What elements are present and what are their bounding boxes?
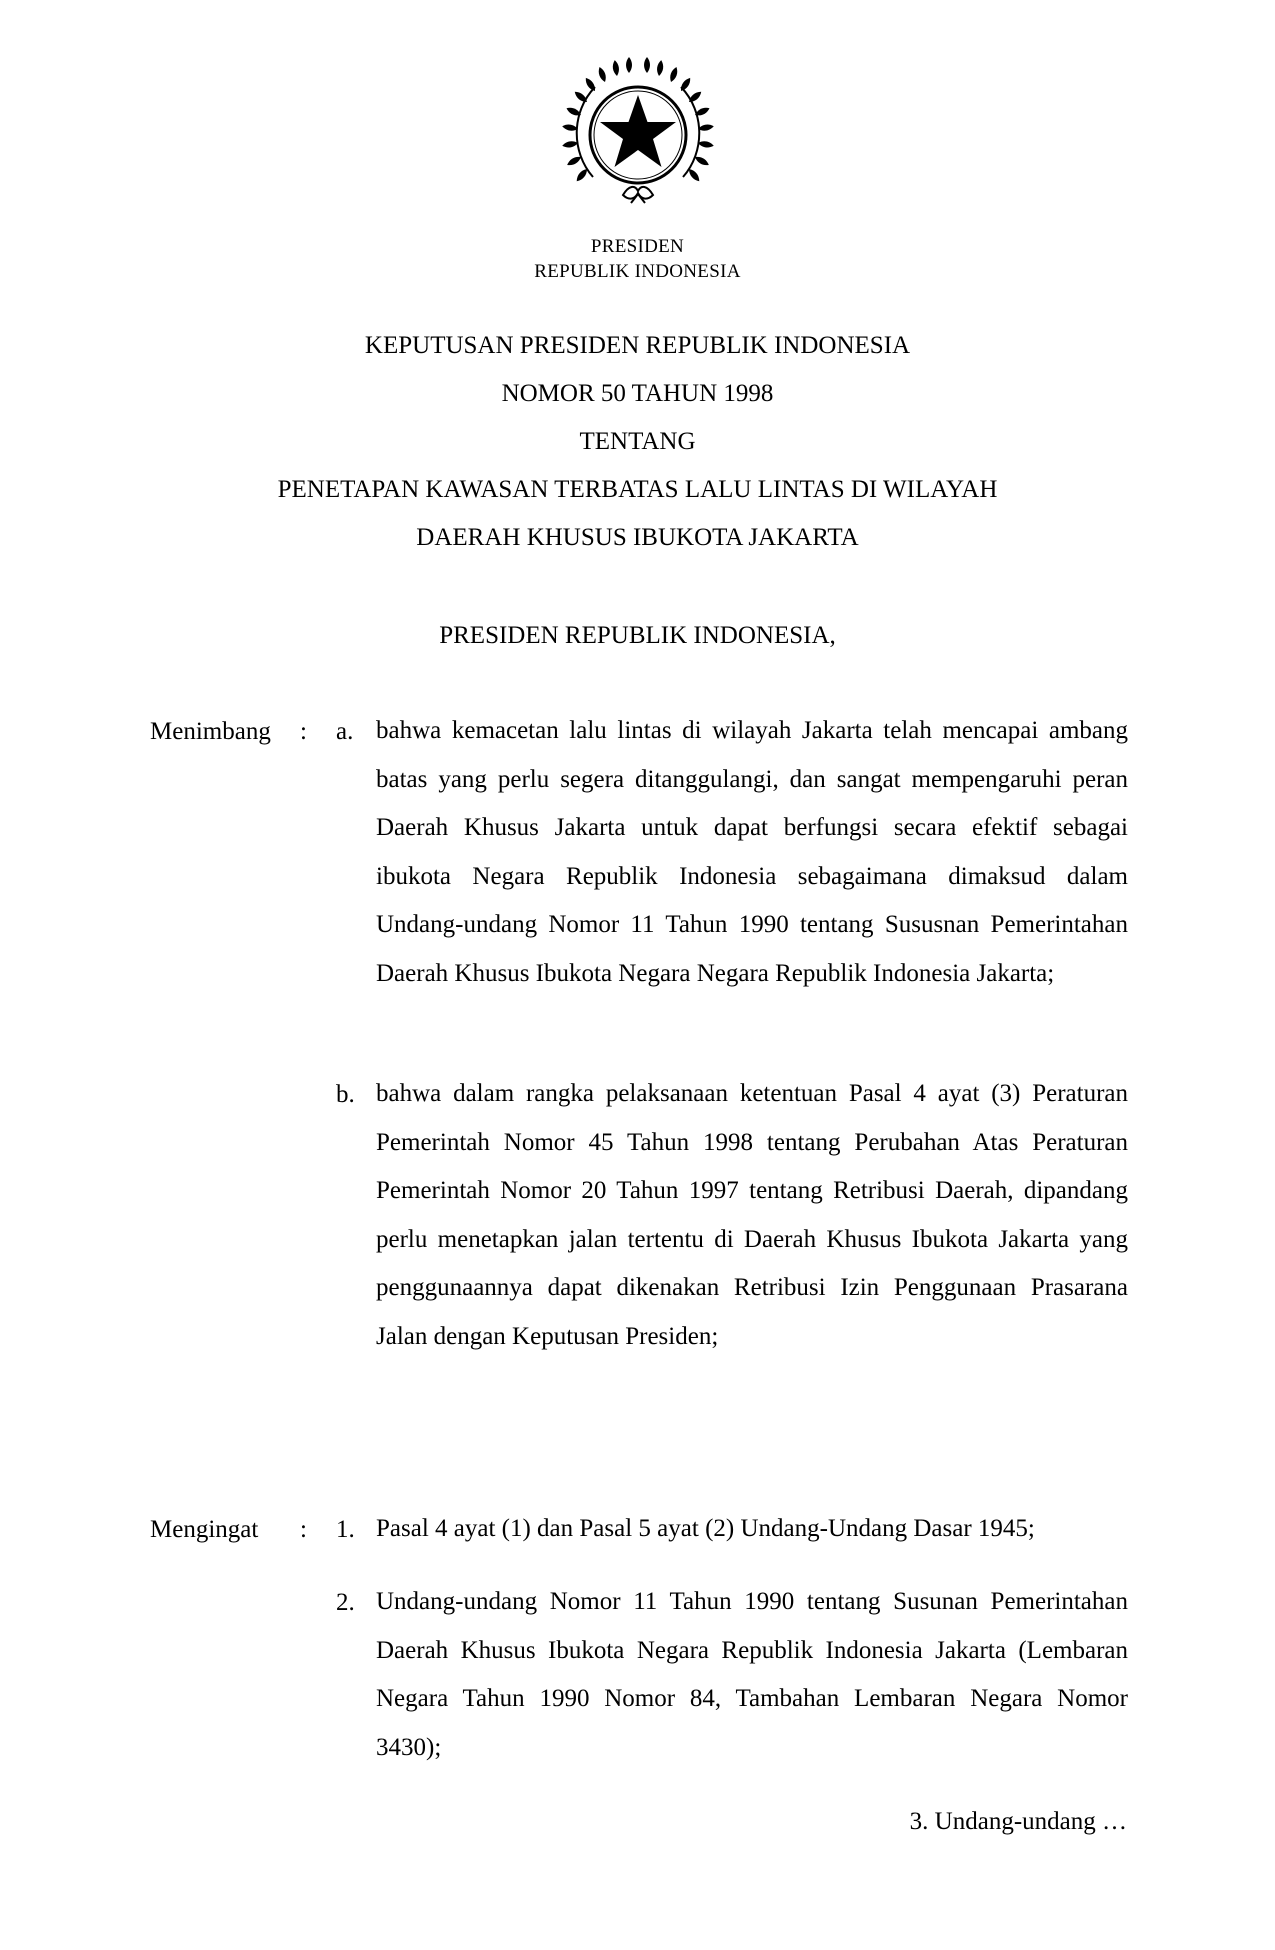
preamble: PRESIDEN REPUBLIK INDONESIA, <box>439 622 836 649</box>
menimbang-label: Menimbang <box>150 718 271 745</box>
menimbang-item-a-marker: a. <box>336 718 354 745</box>
mengingat-label: Mengingat <box>150 1516 259 1543</box>
menimbang-item-b-text: bahwa dalam rangka pelaksanaan ketentuan Pasal 4 ayat (3) Peraturan Pemerintah Nomor 45 Tahun 1998 tentang Perubahan Atas Peraturan Pemerintah Nomor 20 Tahun 1997 tentang Retribusi Daerah, dipandang perlu menetapkan jalan tertentu di Daerah Khusus Ibukota Jakarta yang penggunaannya dapat dikenakan Retribusi Izin Penggunaan Prasarana Jalan dengan Keputusan Presiden; <box>376 1080 1128 1350</box>
mengingat-item-1-text: Pasal 4 ayat (1) dan Pasal 5 ayat (2) Undang-Undang Dasar 1945; <box>376 1515 1035 1542</box>
menimbang-item-a-text: bahwa kemacetan lalu lintas di wilayah Jakarta telah mencapai ambang batas yang perlu segera ditanggulangi, dan sangat mempengaruhi peran Daerah Khusus Jakarta untuk dapat berfungsi secara efektif sebagai ibukota Negara Republik Indonesia sebagaimana dimaksud dalam Undang-undang Nomor 11 Tahun 1990 tentang Sususnan Pemerintahan Daerah Khusus Ibukota Negara Negara Republik Indonesia Jakarta; <box>376 717 1128 987</box>
continuation-marker: 3. Undang-undang … <box>909 1808 1127 1835</box>
mengingat-item-2-text: Undang-undang Nomor 11 Tahun 1990 tentang Susunan Pemerintahan Daerah Khusus Ibukota Negara Republik Indonesia Jakarta (Lembaran Negara Tahun 1990 Nomor 84, Tambahan Lembaran Negara Nomor 3430); <box>376 1588 1128 1761</box>
header-republik-indonesia: REPUBLIK INDONESIA <box>534 261 741 282</box>
decree-number: NOMOR 50 TAHUN 1998 <box>501 380 774 407</box>
decree-title: KEPUTUSAN PRESIDEN REPUBLIK INDONESIA <box>364 332 911 359</box>
menimbang-item-b-marker: b. <box>336 1081 355 1108</box>
menimbang-colon: : <box>300 718 307 745</box>
decree-subject-line1: PENETAPAN KAWASAN TERBATAS LALU LINTAS DI WILAYAH <box>277 476 998 503</box>
header-presiden: PRESIDEN <box>590 236 685 257</box>
mengingat-colon: : <box>300 1516 307 1543</box>
decree-subject-line2: DAERAH KHUSUS IBUKOTA JAKARTA <box>416 524 859 551</box>
decree-tentang: TENTANG <box>579 428 696 455</box>
mengingat-item-2-marker: 2. <box>336 1589 355 1616</box>
mengingat-item-1-marker: 1. <box>336 1516 355 1543</box>
presidential-emblem-icon <box>557 57 719 219</box>
